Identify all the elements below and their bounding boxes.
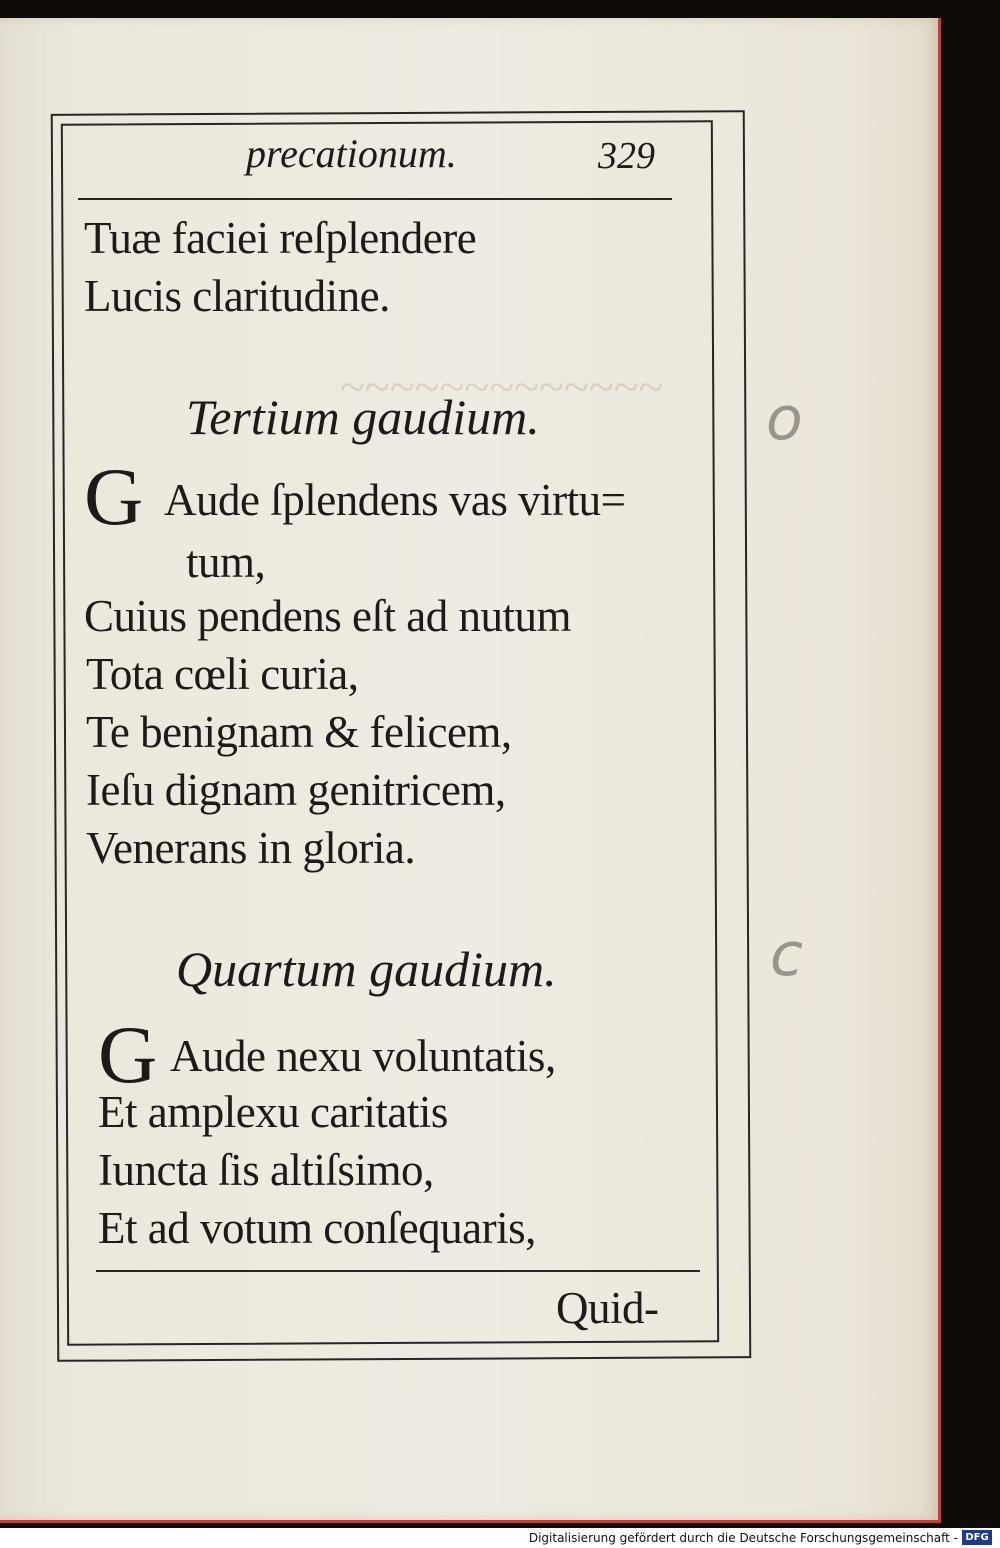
verse-line: Lucis claritudine. <box>84 271 390 321</box>
initial-letter: G <box>98 1009 158 1100</box>
section-heading-tertium: Tertium gaudium. <box>186 389 540 445</box>
verse-line: Aude nexu voluntatis, <box>170 1031 556 1081</box>
funding-credit: Digitalisierung gefördert durch die Deutsche Forschungsgemeinschaft - <box>528 1531 958 1545</box>
verse-line: Ieſu dignam genitricem, <box>86 765 506 815</box>
pencil-mark-o: o <box>766 384 803 454</box>
verse-line: Aude ſplendens vas virtu= <box>164 475 626 525</box>
page-number: 329 <box>598 135 655 177</box>
footer-rule <box>96 1270 700 1272</box>
catchword: Quid- <box>556 1283 659 1333</box>
verse-line: Tuæ faciei reſplendere <box>84 213 477 263</box>
verse-line: Iuncta ſis altiſsimo, <box>98 1145 434 1195</box>
verse-line: Tota cœli curia, <box>86 649 359 699</box>
verse-line: Cuius pendens eſt ad nutum <box>84 591 571 641</box>
dfg-logo: DFG <box>962 1530 992 1545</box>
section-heading-quartum: Quartum gaudium. <box>176 941 557 997</box>
show-through-text: ~~~~~~~~~~~~~ <box>340 361 664 412</box>
running-title: precationum. <box>246 131 457 176</box>
verse-line: tum, <box>186 537 266 587</box>
pencil-mark-c: c <box>770 920 803 990</box>
verse-line: Venerans in gloria. <box>86 823 416 873</box>
verse-line: Te benignam & felicem, <box>86 707 512 757</box>
verse-line: Et ad votum conſequaris, <box>98 1203 536 1253</box>
initial-letter: G <box>84 451 144 542</box>
verse-line: Et amplexu caritatis <box>98 1087 448 1137</box>
header-rule <box>78 198 672 200</box>
